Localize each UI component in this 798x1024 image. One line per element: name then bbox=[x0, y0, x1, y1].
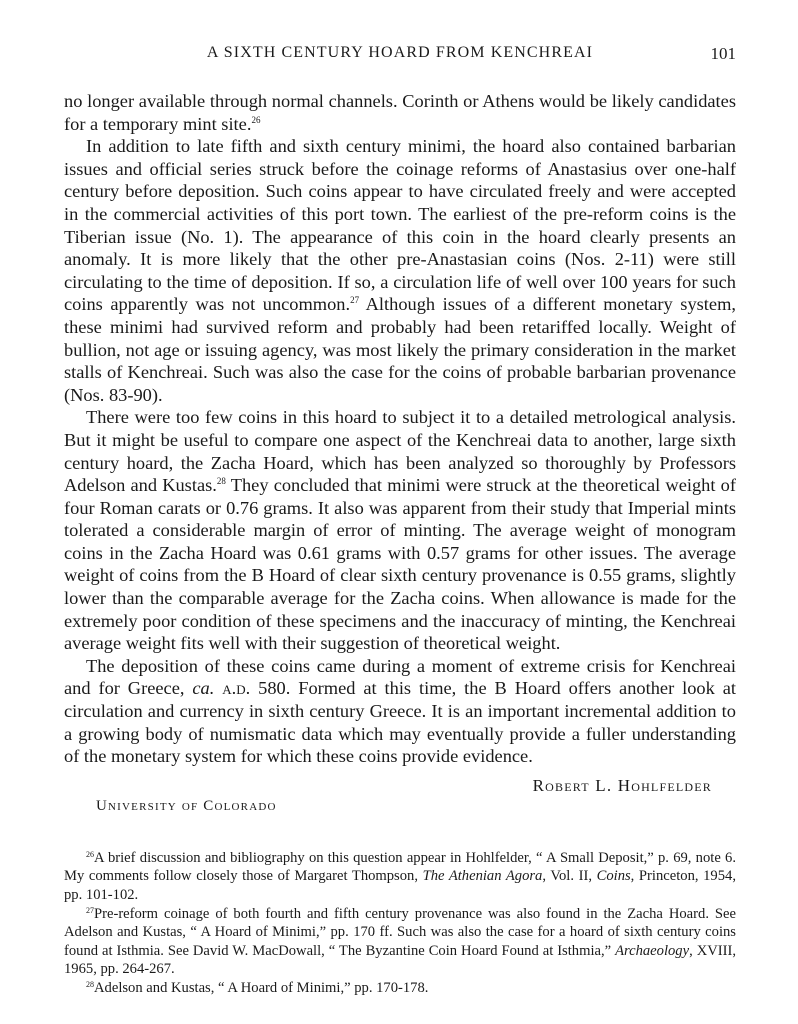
page-number: 101 bbox=[710, 44, 736, 63]
paragraph-pre-reform: In addition to late fifth and sixth century minimi, the hoard also contained barbarian issues and official series struck before the coinage reforms of Anastasius over one-half century before deposition. Such coins appear to have circulated freely and were accepted in the commercial activities of this port town. The earliest of the pre-reform coins is the Tiberian issue (No. 1). The appearance of this coin in the hoard clearly presents an anomaly. It is more likely that the other pre-Anastasian coins (Nos. 2-11) were still circulating to the time of deposition. If so, a circulation life of well over 100 years for such coins apparently was not uncommon.$^{27}$ Although issues of a different monetary system, these minimi had survived reform and probably had been retariffed locally. Weight of bullion, not age or issuing agency, was most likely the primary consideration in the market stalls of Kenchreai. Such was also the case for the coins of probable barbarian provenance (Nos. 83-90). bbox=[64, 136, 736, 405]
paragraph-continued: no longer available through normal channels. Corinth or Athens would be likely candidates for a temporary mint site.$^{26}$ bbox=[64, 91, 736, 134]
body-text bbox=[64, 90, 736, 768]
footnote-ref-28[interactable]: 28 bbox=[216, 476, 226, 487]
footnote-ref-26[interactable]: 26 bbox=[251, 114, 261, 125]
running-header bbox=[64, 40, 736, 68]
author-affiliation: University of Colorado bbox=[96, 797, 277, 814]
running-title: A SIXTH CENTURY HOARD FROM KENCHREAI bbox=[206, 44, 594, 61]
footnotes bbox=[64, 849, 736, 998]
footnote-28: $^{28}$Adelson and Kustas, “ A Hoard of Minimi,” pp. 170-178. bbox=[86, 979, 429, 996]
paragraph-metrology: There were too few coins in this hoard to subject it to a detailed metrological analysis. But it might be useful to compare one aspect of the Kenchreai data to another, large sixth century hoard, the Zacha Hoard, which has been analyzed so thoroughly by Professors Adelson and Kustas.$^{28}$ They concluded that minimi were struck at the theoretical weight of four Roman carats or 0.76 grams. It also was apparent from their study that Imperial mints tolerated a considerable margin of error of minting. The average weight of monogram coins in the Zacha Hoard was 0.61 grams with 0.57 grams for other issues. The average weight of coins from the B Hoard of clear sixth century provenance is 0.55 grams, slightly lower than the comparable average for the Zacha coins. When allowance is made for the extremely poor condition of these specimens and the inaccuracy of minting, the Kenchreai average weight fits well with their suggestion of theoretical weight. bbox=[64, 407, 736, 654]
footnote-27: $^{27}$Pre-reform coinage of both fourth and fifth century provenance was also found in the Zacha Hoard. See Adelson and Kustas, “ A Hoard of Minimi,” pp. 170 ff. Such was also the case for a hoard of sixth century coins found at Isthmia. See David W. MacDowall, “ The Byzantine Coin Hoard Found at Isthmia,” Archaeology, XVIII, 1965, pp. 264-267. bbox=[64, 905, 737, 978]
page bbox=[64, 40, 736, 998]
author-signature: Robert L. Hohlfelder bbox=[532, 775, 712, 795]
footnote-ref-27[interactable]: 27 bbox=[350, 295, 360, 306]
footnote-26: $^{26}$A brief discussion and bibliography on this question appear in Hohlfelder, “ A Small Deposit,” p. 69, note 6. My comments follow closely those of Margaret Thompson, The Athenian Agora, Vol. II, Coins, Princeton, 1954, pp. 101-102. bbox=[64, 849, 736, 903]
paragraph-conclusion: The deposition of these coins came during a moment of extreme crisis for Kenchreai and for Greece, ca. a.d. 580. Formed at this time, the B Hoard offers another look at circulation and currency in sixth century Greece. It is an important incremental addition to a growing body of numismatic data which may eventually provide a fuller understanding of the monetary system for which these coins provide evidence. bbox=[64, 655, 736, 767]
